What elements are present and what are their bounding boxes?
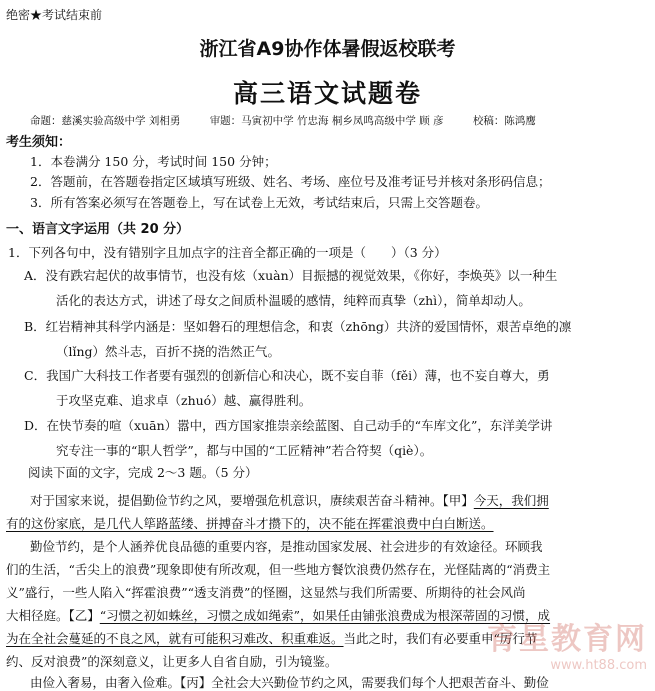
notice-item: 2．答题前，在答题卷指定区域填写班级、姓名、考场、座位号及准考证号并核对条形码信息； [30,174,551,189]
exam-title: 浙江省A9协作体暑假返校联考 [199,38,456,60]
passage-line [6,606,550,624]
notice-item: 1．本卷满分 150 分，考试时间 150 分钟； [30,154,277,169]
option-c-cont: 于攻坚克难、追求卓（zhuó）越、赢得胜利。 [56,393,312,408]
passage-line [30,491,549,509]
passage-text: 对于国家来说，提倡勤俭节约之风，要增强危机意识，赓续艰苦奋斗精神。【甲】 [30,493,474,508]
option-a-cont: 活化的表达方式，讲述了母女之间质朴温暖的感情，纯粹而真挚（zhì），简单却动人。 [56,293,531,308]
notice-item: 3．所有答案必须写在答题卷上，写在试卷上无效，考试结束后，只需上交答题卷。 [30,195,488,210]
option-b-cont: （lǐng）然斗志，百折不挠的浩然正气。 [56,344,281,359]
option-a: A．没有跌宕起伏的故事情节，也没有炫（xuàn）目振撼的视觉效果，《你好，李焕英》以一种生 [24,268,558,283]
paper-title: 高三语文试题卷 [232,79,422,108]
option-d: D．在快节奏的喧（xuān）嚣中，西方国家推崇亲绘蓝图、自己动手的“车库文化”，东洋美学讲 [24,418,553,433]
reading-intro: 阅读下面的文字，完成 2～3 题。（5 分） [28,465,258,480]
underlined-text: “习惯之初如蛛丝，习惯之成如绳索”，如果任由铺张浪费成为根深蒂固的习惯，成 [99,608,551,623]
credit-proofreader: 校稿：陈鸿鹰 [472,115,536,127]
secret-label: 绝密★考试结束前 [6,8,103,22]
credits-line [30,113,562,128]
passage-line: 勤俭节约，是个人涵养优良品德的重要内容，是推动国家发展、社会进步的有效途径。环顾我 [30,539,543,554]
passage-line [6,629,537,647]
question-stem: 1．下列各句中，没有错别字且加点字的注音全都正确的一项是（ ）（3 分） [8,245,447,260]
passage-line: 们的生活，“舌尖上的浪费”现象即使有所改观，但一些地方餐饮浪费仍然存在，光怪陆离的“消费主 [6,562,551,577]
notice-title: 考生须知： [6,135,72,150]
watermark-url: www.ht88.com [550,658,647,673]
credit-reviewer: 审题：马寅初中学 竹忠海 桐乡凤鸣高级中学 顾 彦 [209,115,444,127]
section-title: 一、语言文字运用（共 20 分） [6,222,190,237]
passage-line: 义”盛行，一些人陷入“挥霍浪费”“透支消费”的怪圈，这显然与我们所需要、所期待的社会风尚 [6,585,526,600]
passage-line: 约、反对浪费”的深刻意义，让更多人自省自励，引为镜鉴。 [6,654,338,669]
watermark [487,614,647,673]
passage-text: 大相径庭。【乙】 [6,608,100,623]
option-b: B．红岩精神其科学内涵是：坚如磐石的理想信念，和衷（zhōng）共济的爱国情怀，艰苦卓绝的凛 [24,319,572,334]
option-c: C．我国广大科技工作者要有强烈的创新信心和决心，既不妄自菲（fěi）薄，也不妄自尊大，勇 [24,368,550,383]
watermark-logo-text: 育星教育网 [487,622,647,657]
passage-line: 由俭入奢易，由奢入俭难。【丙】全社会大兴勤俭节约之风，需要我们每个人把艰苦奋斗、勤俭 [30,675,549,690]
underlined-text: 为在全社会蔓延的不良之风，就有可能积习难改、积重难返。 [6,631,344,646]
option-d-cont: 究专注一事的“职人哲学”，都与中国的“工匠精神”若合符契（qiè）。 [56,443,433,458]
credit-author: 命题：慈溪实验高级中学 刘相勇 [30,115,181,127]
passage-text: 当此之时，我们有必要重申“厉行节 [343,631,538,646]
passage-line-underlined: 有的这份家底，是几代人筚路蓝缕、拼搏奋斗才攒下的，决不能在挥霍浪费中白白断送。 [6,516,494,531]
underlined-text: 今天，我们拥 [473,493,549,508]
